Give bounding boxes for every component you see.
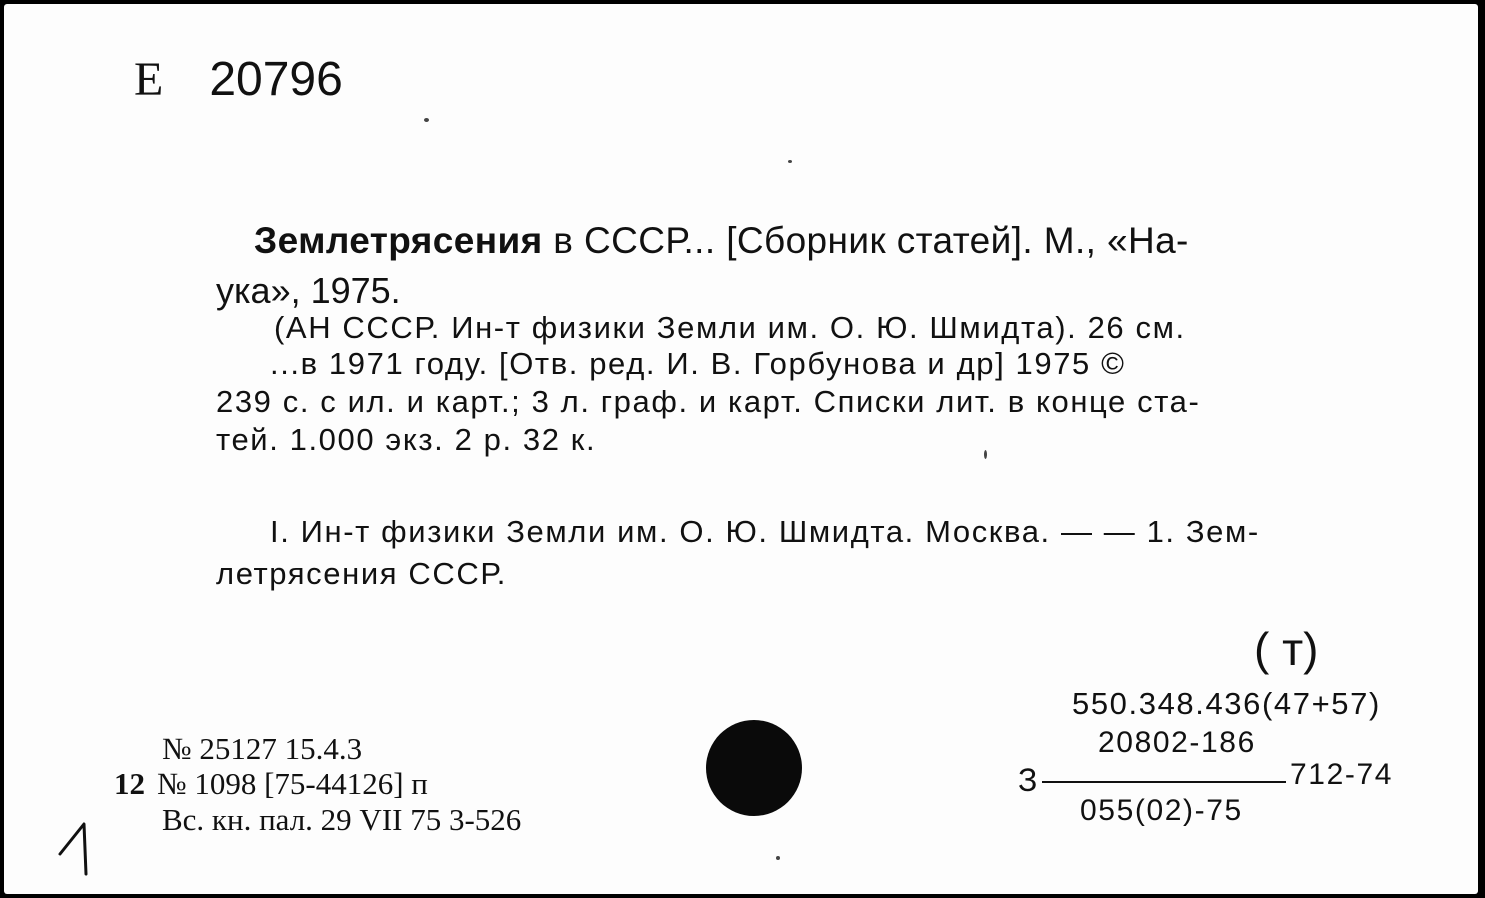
speck [788, 160, 792, 163]
bbk-prefix: З [1018, 762, 1038, 798]
handwritten-mark [56, 810, 106, 885]
call-number [134, 52, 343, 107]
printing-line-3: Вс. кн. пал. 29 VII 75 3-526 [162, 802, 522, 837]
title-line-2: ука», 1975. [216, 270, 401, 311]
punch-hole [706, 720, 802, 816]
printing-line-1: № 25127 15.4.3 [162, 731, 363, 766]
tracing-line-1: I. Ин-т физики Земли им. О. Ю. Шмидта. Москва. — — 1. Зем- [270, 514, 1260, 549]
pencil-note: ( т) [1254, 623, 1319, 675]
description-line-1: (АН СССР. Ин-т физики Земли им. О. Ю. Шмидта). 26 см. [274, 310, 1186, 345]
fraction-line [1042, 781, 1286, 783]
title-line-1 [254, 220, 1189, 262]
printing-line-2 [114, 766, 428, 802]
catalog-card [4, 4, 1478, 894]
description-line-3: 239 с. с ил. и карт.; 3 л. граф. и карт. Списки лит. в конце ста- [216, 384, 1201, 419]
bbk-denominator: 055(02)-75 [1080, 794, 1243, 827]
call-number-letter: Е [134, 53, 182, 106]
title-rest: в СССР... [Сборник статей]. М., «На- [542, 220, 1189, 261]
udc-code: 550.348.436(47+57) [1072, 686, 1381, 721]
bbk-suffix: 712-74 [1290, 758, 1394, 791]
description-line-4: тей. 1.000 экз. 2 р. 32 к. [216, 422, 597, 457]
tracing-line-2: летрясения СССР. [216, 556, 507, 591]
title-bold-word: Землетрясения [254, 220, 543, 261]
printing-line-2-text: № 1098 [75-44126] п [157, 766, 428, 801]
speck [424, 118, 429, 122]
speck [776, 856, 780, 860]
speck [984, 450, 987, 459]
bbk-numerator: 20802-186 [1098, 726, 1256, 759]
call-number-value: 20796 [209, 53, 343, 106]
description-line-2: ...в 1971 году. [Отв. ред. И. В. Горбунова и др] 1975 © [270, 346, 1126, 381]
handwritten-one-icon [56, 810, 106, 880]
printing-line-2-prefix: 12 [114, 766, 145, 801]
